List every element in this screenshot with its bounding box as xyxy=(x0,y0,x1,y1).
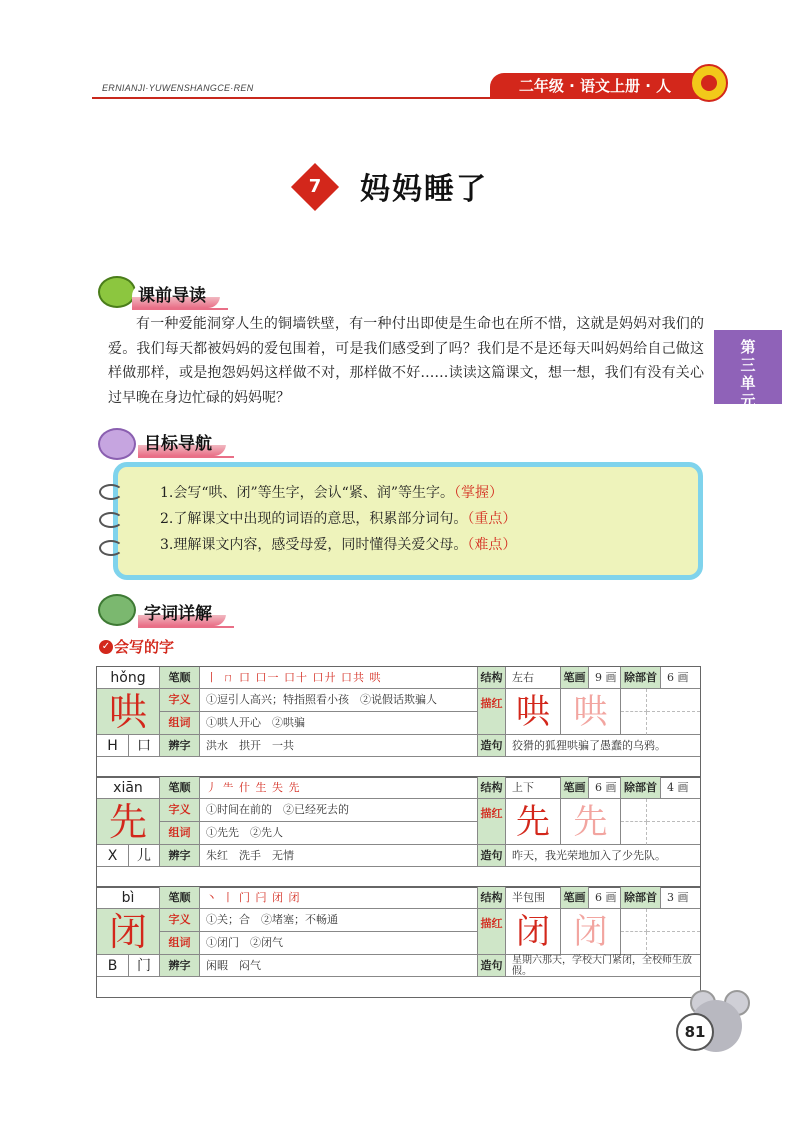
practice-cell[interactable] xyxy=(621,822,647,845)
unit-side-tab xyxy=(714,330,782,410)
char-card-hong xyxy=(96,666,701,778)
label-meaning: 字义 xyxy=(160,799,200,822)
label-strokes: 笔画 xyxy=(561,667,589,689)
header-book-label: 二年级 · 语文上册 · 人 xyxy=(490,73,700,99)
distinguish: 朱红 洗手 无情 xyxy=(200,845,478,867)
label-distinguish: 辨字 xyxy=(160,955,200,977)
practice-cell[interactable] xyxy=(647,909,700,932)
words: ①先先 ②先人 xyxy=(200,822,478,845)
goal-text: 3.理解课文内容，感受母爱，同时懂得关爱父母。 xyxy=(160,537,468,553)
initial-letter: H xyxy=(97,735,129,757)
sentence: 昨天，我光荣地加入了少先队。 xyxy=(506,845,700,867)
distinguish: 闲暇 闷气 xyxy=(200,955,478,977)
pencil-character-icon xyxy=(98,594,136,626)
initial-letter: X xyxy=(97,845,129,867)
char-card-xian xyxy=(96,776,701,888)
sentence: 狡猾的狐狸哄骗了愚蠢的乌鸦。 xyxy=(506,735,700,757)
label-sentence: 造句 xyxy=(478,735,506,757)
label-structure: 结构 xyxy=(478,887,506,909)
snail-icon xyxy=(98,428,136,460)
words: ①闭门 ②闭气 xyxy=(200,932,478,955)
label-order: 笔顺 xyxy=(160,667,200,689)
unit-side-tab-label: 第三单元 xyxy=(740,338,756,410)
practice-cell[interactable] xyxy=(647,712,700,735)
label-words: 组词 xyxy=(160,822,200,845)
pinyin: hǒng xyxy=(97,667,160,689)
vocab-heading-rule xyxy=(138,626,234,628)
goal-item xyxy=(160,482,503,502)
trace-char: 闭 xyxy=(506,909,561,955)
practice-cell[interactable] xyxy=(621,799,647,822)
label-order: 笔顺 xyxy=(160,777,200,799)
stroke-order: 丨 ㄇ 口 口一 口十 口廾 口共 哄 xyxy=(200,667,478,689)
practice-cell[interactable] xyxy=(621,712,647,735)
practice-cell[interactable] xyxy=(647,932,700,955)
binder-ring-icon xyxy=(99,540,123,556)
label-structure: 结构 xyxy=(478,667,506,689)
preview-heading-rule xyxy=(132,308,228,310)
stroke-count: 9 画 xyxy=(589,667,621,689)
stroke-count: 6 画 xyxy=(589,777,621,799)
meaning: ①时间在前的 ②已经死去的 xyxy=(200,799,478,822)
initial-letter: B xyxy=(97,955,129,977)
pinyin: bì xyxy=(97,887,160,909)
practice-cell[interactable] xyxy=(647,822,700,845)
binder-ring-icon xyxy=(99,484,123,500)
radical-count: 4 画 xyxy=(661,777,700,799)
stroke-count: 6 画 xyxy=(589,887,621,909)
binder-ring-icon xyxy=(99,512,123,528)
goal-item xyxy=(160,534,516,554)
label-meaning: 字义 xyxy=(160,689,200,712)
goal-tag: （掌握） xyxy=(454,485,503,501)
structure: 半包围 xyxy=(506,887,561,909)
meaning: ①逗引人高兴；特指照看小孩 ②说假话欺骗人 xyxy=(200,689,478,712)
pinyin: xiān xyxy=(97,777,160,799)
practice-cell[interactable] xyxy=(621,689,647,712)
vocab-subheading: 会写的字 xyxy=(114,638,175,656)
label-words: 组词 xyxy=(160,932,200,955)
meaning: ①关；合 ②堵塞；不畅通 xyxy=(200,909,478,932)
label-radical-strokes: 除部首 xyxy=(621,777,661,799)
radical-count: 6 画 xyxy=(661,667,700,689)
goals-heading-rule xyxy=(138,456,234,458)
trace-char-light: 闭 xyxy=(561,909,621,955)
lesson-title: 妈妈睡了 xyxy=(360,172,488,207)
label-sentence: 造句 xyxy=(478,845,506,867)
practice-cell[interactable] xyxy=(621,932,647,955)
trace-char: 哄 xyxy=(506,689,561,735)
label-trace: 描红 xyxy=(478,689,506,735)
radical: 门 xyxy=(129,955,160,977)
label-radical-strokes: 除部首 xyxy=(621,667,661,689)
label-trace: 描红 xyxy=(478,909,506,955)
goal-text: 2.了解课文中出现的词语的意思，积累部分词句。 xyxy=(160,511,468,527)
trace-char-light: 先 xyxy=(561,799,621,845)
label-distinguish: 辨字 xyxy=(160,735,200,757)
sentence: 星期六那天，学校大门紧闭，全校师生放假。 xyxy=(506,955,700,977)
words: ①哄人开心 ②哄骗 xyxy=(200,712,478,735)
trace-char-light: 哄 xyxy=(561,689,621,735)
preview-heading: 课前导读 xyxy=(132,284,220,308)
goals-heading: 目标导航 xyxy=(138,432,226,456)
vocab-heading: 字词详解 xyxy=(138,602,226,626)
big-character: 哄 xyxy=(97,689,160,735)
publisher-badge-icon xyxy=(690,64,728,102)
radical-count: 3 画 xyxy=(661,887,700,909)
label-sentence: 造句 xyxy=(478,955,506,977)
goal-tag: （重点） xyxy=(467,511,517,527)
label-radical-strokes: 除部首 xyxy=(621,887,661,909)
label-meaning: 字义 xyxy=(160,909,200,932)
check-icon: ✓ xyxy=(99,640,113,654)
distinguish: 洪水 拱开 一共 xyxy=(200,735,478,757)
trace-char: 先 xyxy=(506,799,561,845)
stroke-order: 丶 丨 门 闩 闭 闭 xyxy=(200,887,478,909)
char-card-bi xyxy=(96,886,701,998)
structure: 上下 xyxy=(506,777,561,799)
label-trace: 描红 xyxy=(478,799,506,845)
preview-text: 有一种爱能洞穿人生的铜墙铁壁，有一种付出即使是生命也在所不惜，这就是妈妈对我们的爱。我们每天都被妈妈的爱包围着，可是我们感受到了吗？我们是不是还每天叫妈妈给自己做这样做那样，或是抱怨妈妈这样做不对，那样做不好……读读这篇课文，想一想，我们有没有关心过早晚在身边忙碌的妈妈呢？ xyxy=(108,316,704,406)
practice-cell[interactable] xyxy=(621,909,647,932)
label-structure: 结构 xyxy=(478,777,506,799)
label-strokes: 笔画 xyxy=(561,887,589,909)
label-words: 组词 xyxy=(160,712,200,735)
label-distinguish: 辨字 xyxy=(160,845,200,867)
practice-cell[interactable] xyxy=(647,799,700,822)
label-strokes: 笔画 xyxy=(561,777,589,799)
label-order: 笔顺 xyxy=(160,887,200,909)
practice-cell[interactable] xyxy=(647,689,700,712)
caterpillar-icon xyxy=(98,276,136,308)
header-series-label: ERNIANJI·YUWENSHANGCE·REN xyxy=(102,83,254,93)
big-character: 闭 xyxy=(97,909,160,955)
stroke-order: 丿 ⺧ 什 生 失 先 xyxy=(200,777,478,799)
radical: 口 xyxy=(129,735,160,757)
radical: 儿 xyxy=(129,845,160,867)
page-number: 81 xyxy=(676,1013,714,1051)
big-character: 先 xyxy=(97,799,160,845)
goal-text: 1.会写“哄、闭”等生字，会认“紧、润”等生字。 xyxy=(160,485,454,501)
lesson-number: 7 xyxy=(308,176,322,197)
goal-item xyxy=(160,508,516,528)
structure: 左右 xyxy=(506,667,561,689)
goal-tag: （难点） xyxy=(467,537,517,553)
